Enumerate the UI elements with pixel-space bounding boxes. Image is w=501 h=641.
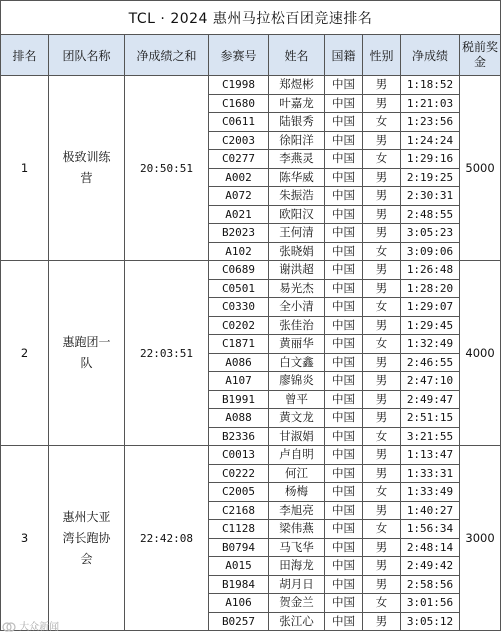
team-prize: 5000 xyxy=(460,76,501,261)
member-gender: 男 xyxy=(363,557,401,576)
member-net-time: 2:48:55 xyxy=(401,205,460,224)
member-gender: 女 xyxy=(363,427,401,446)
member-name: 卢自明 xyxy=(269,446,325,465)
header-team-name: 团队名称 xyxy=(49,35,125,76)
member-bib: B2336 xyxy=(209,427,269,446)
member-nation: 中国 xyxy=(325,168,363,187)
member-net-time: 3:09:06 xyxy=(401,242,460,261)
member-net-time: 1:29:45 xyxy=(401,316,460,335)
member-bib: A102 xyxy=(209,242,269,261)
member-name: 马飞华 xyxy=(269,538,325,557)
member-net-time: 2:58:56 xyxy=(401,575,460,594)
member-nation: 中国 xyxy=(325,187,363,206)
member-gender: 男 xyxy=(363,390,401,409)
member-nation: 中国 xyxy=(325,224,363,243)
member-gender: 男 xyxy=(363,501,401,520)
member-bib: C1128 xyxy=(209,520,269,539)
member-nation: 中国 xyxy=(325,612,363,631)
member-gender: 男 xyxy=(363,261,401,280)
member-bib: C0277 xyxy=(209,150,269,169)
member-bib: B0794 xyxy=(209,538,269,557)
member-bib: A106 xyxy=(209,594,269,613)
member-net-time: 1:29:16 xyxy=(401,150,460,169)
member-nation: 中国 xyxy=(325,205,363,224)
member-bib: C0501 xyxy=(209,279,269,298)
member-bib: B1991 xyxy=(209,390,269,409)
team-prize: 4000 xyxy=(460,261,501,446)
member-net-time: 1:56:34 xyxy=(401,520,460,539)
member-bib: C2003 xyxy=(209,131,269,150)
member-net-time: 1:24:24 xyxy=(401,131,460,150)
member-bib: A015 xyxy=(209,557,269,576)
member-net-time: 1:13:47 xyxy=(401,446,460,465)
member-name: 黄文龙 xyxy=(269,409,325,428)
member-nation: 中国 xyxy=(325,242,363,261)
member-name: 李旭亮 xyxy=(269,501,325,520)
team-total-time: 20:50:51 xyxy=(125,76,209,261)
member-gender: 男 xyxy=(363,409,401,428)
member-nation: 中国 xyxy=(325,409,363,428)
member-nation: 中国 xyxy=(325,557,363,576)
title-row xyxy=(1,1,501,35)
member-name: 徐阳洋 xyxy=(269,131,325,150)
member-name: 王何清 xyxy=(269,224,325,243)
member-net-time: 3:05:12 xyxy=(401,612,460,631)
member-nation: 中国 xyxy=(325,575,363,594)
member-bib: B1984 xyxy=(209,575,269,594)
member-bib: A086 xyxy=(209,353,269,372)
header-bib: 参赛号 xyxy=(209,35,269,76)
member-net-time: 1:32:49 xyxy=(401,335,460,354)
member-bib: B0257 xyxy=(209,612,269,631)
member-net-time: 2:46:55 xyxy=(401,353,460,372)
header-row xyxy=(1,35,501,76)
member-bib: A107 xyxy=(209,372,269,391)
member-gender: 男 xyxy=(363,612,401,631)
member-gender: 男 xyxy=(363,316,401,335)
team-name: 惠跑团一队 xyxy=(49,261,125,446)
member-bib: C0611 xyxy=(209,113,269,132)
member-gender: 女 xyxy=(363,483,401,502)
member-name: 欧阳汉 xyxy=(269,205,325,224)
member-name: 张佳治 xyxy=(269,316,325,335)
member-bib: C1998 xyxy=(209,76,269,95)
member-nation: 中国 xyxy=(325,353,363,372)
member-nation: 中国 xyxy=(325,298,363,317)
member-gender: 男 xyxy=(363,464,401,483)
header-name: 姓名 xyxy=(269,35,325,76)
header-gender: 性别 xyxy=(363,35,401,76)
team-prize: 3000 xyxy=(460,446,501,631)
member-nation: 中国 xyxy=(325,538,363,557)
member-nation: 中国 xyxy=(325,390,363,409)
member-bib: C0202 xyxy=(209,316,269,335)
member-net-time: 1:33:49 xyxy=(401,483,460,502)
member-net-time: 1:21:03 xyxy=(401,94,460,113)
team-rank: 1 xyxy=(1,76,49,261)
member-name: 白文鑫 xyxy=(269,353,325,372)
member-gender: 男 xyxy=(363,575,401,594)
member-net-time: 2:47:10 xyxy=(401,372,460,391)
member-net-time: 1:29:07 xyxy=(401,298,460,317)
member-name: 田海龙 xyxy=(269,557,325,576)
member-name: 叶嘉龙 xyxy=(269,94,325,113)
member-gender: 男 xyxy=(363,168,401,187)
member-gender: 女 xyxy=(363,594,401,613)
member-net-time: 2:30:31 xyxy=(401,187,460,206)
team-name: 极致训练营 xyxy=(49,76,125,261)
member-net-time: 3:05:23 xyxy=(401,224,460,243)
member-name: 易光杰 xyxy=(269,279,325,298)
member-bib: C0013 xyxy=(209,446,269,465)
member-name: 李燕灵 xyxy=(269,150,325,169)
member-net-time: 1:18:52 xyxy=(401,76,460,95)
member-nation: 中国 xyxy=(325,464,363,483)
member-nation: 中国 xyxy=(325,483,363,502)
member-gender: 男 xyxy=(363,372,401,391)
member-nation: 中国 xyxy=(325,427,363,446)
member-name: 梁伟燕 xyxy=(269,520,325,539)
table-row xyxy=(1,261,501,280)
member-bib: C0330 xyxy=(209,298,269,317)
member-net-time: 3:01:56 xyxy=(401,594,460,613)
member-name: 曾平 xyxy=(269,390,325,409)
member-name: 黄丽华 xyxy=(269,335,325,354)
member-gender: 男 xyxy=(363,279,401,298)
header-prize: 税前奖金 xyxy=(460,35,501,76)
watermark-logo-icon xyxy=(2,622,16,632)
watermark-text: 大众新闻 xyxy=(19,622,60,633)
member-gender: 男 xyxy=(363,446,401,465)
header-total-time: 净成绩之和 xyxy=(125,35,209,76)
member-net-time: 1:28:20 xyxy=(401,279,460,298)
team-name: 惠州大亚湾长跑协会 xyxy=(49,446,125,631)
team-total-time: 22:03:51 xyxy=(125,261,209,446)
table-row xyxy=(1,446,501,465)
member-nation: 中国 xyxy=(325,150,363,169)
member-name: 张江心 xyxy=(269,612,325,631)
member-gender: 女 xyxy=(363,335,401,354)
member-gender: 女 xyxy=(363,520,401,539)
team-rank: 3 xyxy=(1,446,49,631)
member-name: 郑煜彬 xyxy=(269,76,325,95)
member-nation: 中国 xyxy=(325,335,363,354)
member-net-time: 2:48:14 xyxy=(401,538,460,557)
member-name: 胡月日 xyxy=(269,575,325,594)
table-row xyxy=(1,76,501,95)
member-bib: A021 xyxy=(209,205,269,224)
member-nation: 中国 xyxy=(325,520,363,539)
member-net-time: 3:21:55 xyxy=(401,427,460,446)
member-gender: 女 xyxy=(363,242,401,261)
member-gender: 男 xyxy=(363,94,401,113)
member-nation: 中国 xyxy=(325,372,363,391)
member-gender: 男 xyxy=(363,538,401,557)
member-bib: A002 xyxy=(209,168,269,187)
member-nation: 中国 xyxy=(325,131,363,150)
member-gender: 男 xyxy=(363,224,401,243)
watermark xyxy=(2,618,59,633)
member-gender: 男 xyxy=(363,205,401,224)
member-net-time: 1:33:31 xyxy=(401,464,460,483)
header-rank: 排名 xyxy=(1,35,49,76)
member-name: 甘淑娟 xyxy=(269,427,325,446)
member-name: 全小清 xyxy=(269,298,325,317)
team-total-time: 22:42:08 xyxy=(125,446,209,631)
table-title: TCL · 2024 惠州马拉松百团竞速排名 xyxy=(1,1,501,35)
member-bib: C2168 xyxy=(209,501,269,520)
member-bib: C1871 xyxy=(209,335,269,354)
member-gender: 男 xyxy=(363,76,401,95)
member-name: 杨梅 xyxy=(269,483,325,502)
member-gender: 女 xyxy=(363,113,401,132)
member-nation: 中国 xyxy=(325,94,363,113)
member-nation: 中国 xyxy=(325,594,363,613)
member-nation: 中国 xyxy=(325,446,363,465)
member-net-time: 2:49:47 xyxy=(401,390,460,409)
member-name: 张晓娟 xyxy=(269,242,325,261)
member-net-time: 2:19:25 xyxy=(401,168,460,187)
member-net-time: 1:23:56 xyxy=(401,113,460,132)
member-net-time: 1:26:48 xyxy=(401,261,460,280)
member-gender: 男 xyxy=(363,187,401,206)
member-name: 廖锦炎 xyxy=(269,372,325,391)
member-name: 谢洪超 xyxy=(269,261,325,280)
member-gender: 女 xyxy=(363,150,401,169)
member-bib: C1680 xyxy=(209,94,269,113)
member-net-time: 2:51:15 xyxy=(401,409,460,428)
member-nation: 中国 xyxy=(325,316,363,335)
member-net-time: 2:49:42 xyxy=(401,557,460,576)
member-bib: C0689 xyxy=(209,261,269,280)
member-bib: C0222 xyxy=(209,464,269,483)
member-nation: 中国 xyxy=(325,261,363,280)
header-net-time: 净成绩 xyxy=(401,35,460,76)
member-nation: 中国 xyxy=(325,113,363,132)
member-name: 陆银秀 xyxy=(269,113,325,132)
member-gender: 女 xyxy=(363,298,401,317)
member-nation: 中国 xyxy=(325,501,363,520)
member-nation: 中国 xyxy=(325,279,363,298)
header-nation: 国籍 xyxy=(325,35,363,76)
member-nation: 中国 xyxy=(325,76,363,95)
member-net-time: 1:40:27 xyxy=(401,501,460,520)
member-gender: 男 xyxy=(363,353,401,372)
member-bib: B2023 xyxy=(209,224,269,243)
member-name: 陈华威 xyxy=(269,168,325,187)
table-body xyxy=(1,76,501,631)
member-gender: 男 xyxy=(363,131,401,150)
member-name: 贺金兰 xyxy=(269,594,325,613)
member-name: 朱振浩 xyxy=(269,187,325,206)
member-name: 何江 xyxy=(269,464,325,483)
member-bib: A088 xyxy=(209,409,269,428)
member-bib: C2005 xyxy=(209,483,269,502)
team-rank: 2 xyxy=(1,261,49,446)
member-bib: A072 xyxy=(209,187,269,206)
